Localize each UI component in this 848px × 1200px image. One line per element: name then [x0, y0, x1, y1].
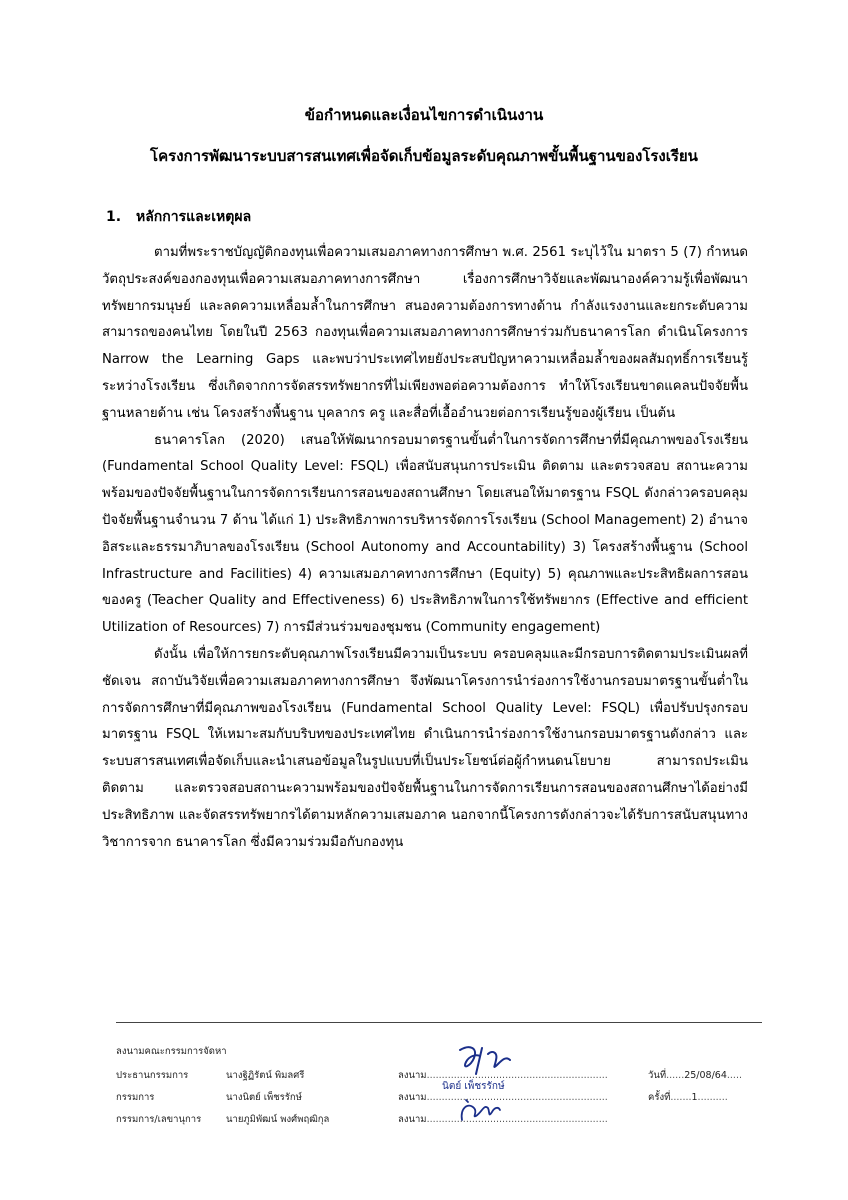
count-label: ครั้งที่	[648, 1092, 671, 1103]
date-field: วันที่......25/08/64.....	[648, 1070, 742, 1081]
role-secretary: กรรมการ/เลขานุการ	[116, 1114, 202, 1125]
name-member: นางนิตย์ เพ็ชรรักษ์	[226, 1092, 302, 1103]
sign-label: ลงนาม	[398, 1092, 427, 1103]
section-number: 1.	[106, 209, 122, 225]
sign-line-member: ลงนาม............................................................	[398, 1092, 608, 1103]
sign-label: ลงนาม	[398, 1070, 427, 1081]
document-title: ข้อกำหนดและเงื่อนไขการดำเนินงาน	[304, 106, 544, 124]
date-label: วันที่	[648, 1070, 667, 1081]
role-chair: ประธานกรรมการ	[116, 1070, 189, 1081]
signature-secretary-icon	[454, 1098, 504, 1126]
role-member: กรรมการ	[116, 1092, 155, 1103]
body-text	[102, 240, 748, 856]
footer-divider	[116, 1022, 762, 1023]
count-value: 1	[691, 1092, 698, 1103]
sign-line-chair: ลงนาม............................................................	[398, 1070, 608, 1081]
committee-heading: ลงนามคณะกรรมการจัดหา	[116, 1046, 227, 1057]
section-title: หลักการและเหตุผล	[136, 209, 252, 225]
count-field: ครั้งที่.......1..........	[648, 1092, 728, 1103]
sign-label: ลงนาม	[398, 1114, 427, 1125]
name-chair: นางฐิฏิรัตน์ พิมลศรี	[226, 1070, 305, 1081]
signature-chair-icon	[452, 1040, 522, 1080]
name-secretary: นายภูมิพัฒน์ พงศ์พฤฒิกุล	[226, 1114, 330, 1125]
section-heading	[106, 206, 251, 228]
sign-line-secretary: ลงนาม............................................................	[398, 1114, 608, 1125]
handwritten-name: นิตย์ เพ็ชรรักษ์	[442, 1081, 505, 1092]
date-value: 25/08/64	[684, 1070, 727, 1081]
paragraph: ตามที่พระราชบัญญัติกองทุนเพื่อความเสมอภาคทางการศึกษา พ.ศ. 2561 ระบุไว้ใน มาตรา 5 (7) กำหนดวัตถุประสงค์ของกองทุนเพื่อความเสมอภาคทางการศึกษา เรื่องการศึกษาวิจัยและพัฒนาองค์ความรู้เพื่อพัฒนาทรัพยากรมนุษย์ และลดความเหลื่อมล้ำในการศึกษา สนองความต้องการทางด้าน กำลังแรงงานและยกระดับความสามารถของคนไทย โดยในปี 2563 กองทุนเพื่อความเสมอภาคทางการศึกษาร่วมกับธนาคารโลก ดำเนินโครงการ Narrow the Learning Gaps และพบว่าประเทศไทยยังประสบปัญหาความเหลื่อมล้ำของผลสัมฤทธิ์การเรียนรู้ระหว่างโรงเรียน ซึ่งเกิดจากการจัดสรรทรัพยากรที่ไม่เพียงพอต่อความต้องการ ทำให้โรงเรียนขาดแคลนปัจจัยพื้นฐานหลายด้าน เช่น โครงสร้างพื้นฐาน บุคลากร ครู และสื่อที่เอื้ออำนวยต่อการเรียนรู้ของผู้เรียน เป็นต้น	[102, 245, 748, 421]
paragraph: ธนาคารโลก (2020) เสนอให้พัฒนากรอบมาตรฐานขั้นต่ำในการจัดการศึกษาที่มีคุณภาพของโรงเรียน (Fundamental School Quality Level: FSQL) เพื่อสนับสนุนการประเมิน ติดตาม และตรวจสอบ สถานะความพร้อมของปัจจัยพื้นฐานในการจัดการเรียนการสอนของสถานศึกษา โดยเสนอให้มาตรฐาน FSQL ดังกล่าวครอบคลุมปัจจัยพื้นฐานจำนวน 7 ด้าน ได้แก่ 1) ประสิทธิภาพการบริหารจัดการโรงเรียน (School Management) 2) อำนาจอิสระและธรรมาภิบาลของโรงเรียน (School Autonomy and Accountability) 3) โครงสร้างพื้นฐาน (School Infrastructure and Facilities) 4) ความเสมอภาคทางการศึกษา (Equity) 5) คุณภาพและประสิทธิผลการสอนของครู (Teacher Quality and Effectiveness) 6) ประสิทธิภาพในการใช้ทรัพยากร (Effective and efficient Utilization of Resources) 7) การมีส่วนร่วมของชุมชน (Community engagement)	[102, 432, 748, 636]
paragraph: ดังนั้น เพื่อให้การยกระดับคุณภาพโรงเรียนมีความเป็นระบบ ครอบคลุมและมีกรอบการติดตามประเมินผลที่ชัดเจน สถาบันวิจัยเพื่อความเสมอภาคทางการศึกษา จึงพัฒนาโครงการนำร่องการใช้งานกรอบมาตรฐานขั้นต่ำในการจัดการศึกษาที่มีคุณภาพของโรงเรียน (Fundamental School Quality Level: FSQL) เพื่อปรับปรุงกรอบมาตรฐาน FSQL ให้เหมาะสมกับบริบทของประเทศไทย ดำเนินการนำร่องการใช้งานกรอบมาตรฐานดังกล่าว และระบบสารสนเทศเพื่อจัดเก็บและนำเสนอข้อมูลในรูปแบบที่เป็นประโยชน์ต่อผู้กำหนดนโยบาย สามารถประเมิน ติดตาม และตรวจสอบสถานะความพร้อมของปัจจัยพื้นฐานในการจัดการเรียนการสอนของสถานศึกษาได้อย่างมีประสิทธิภาพ และจัดสรรทรัพยากรได้ตามหลักความเสมอภาค นอกจากนี้โครงการดังกล่าวจะได้รับการสนับสนุนทางวิชาการจาก ธนาคารโลก ซึ่งมีความร่วมมือกับกองทุน	[102, 646, 748, 850]
document-subtitle: โครงการพัฒนาระบบสารสนเทศเพื่อจัดเก็บข้อมูลระดับคุณภาพขั้นพื้นฐานของโรงเรียน	[150, 147, 698, 165]
